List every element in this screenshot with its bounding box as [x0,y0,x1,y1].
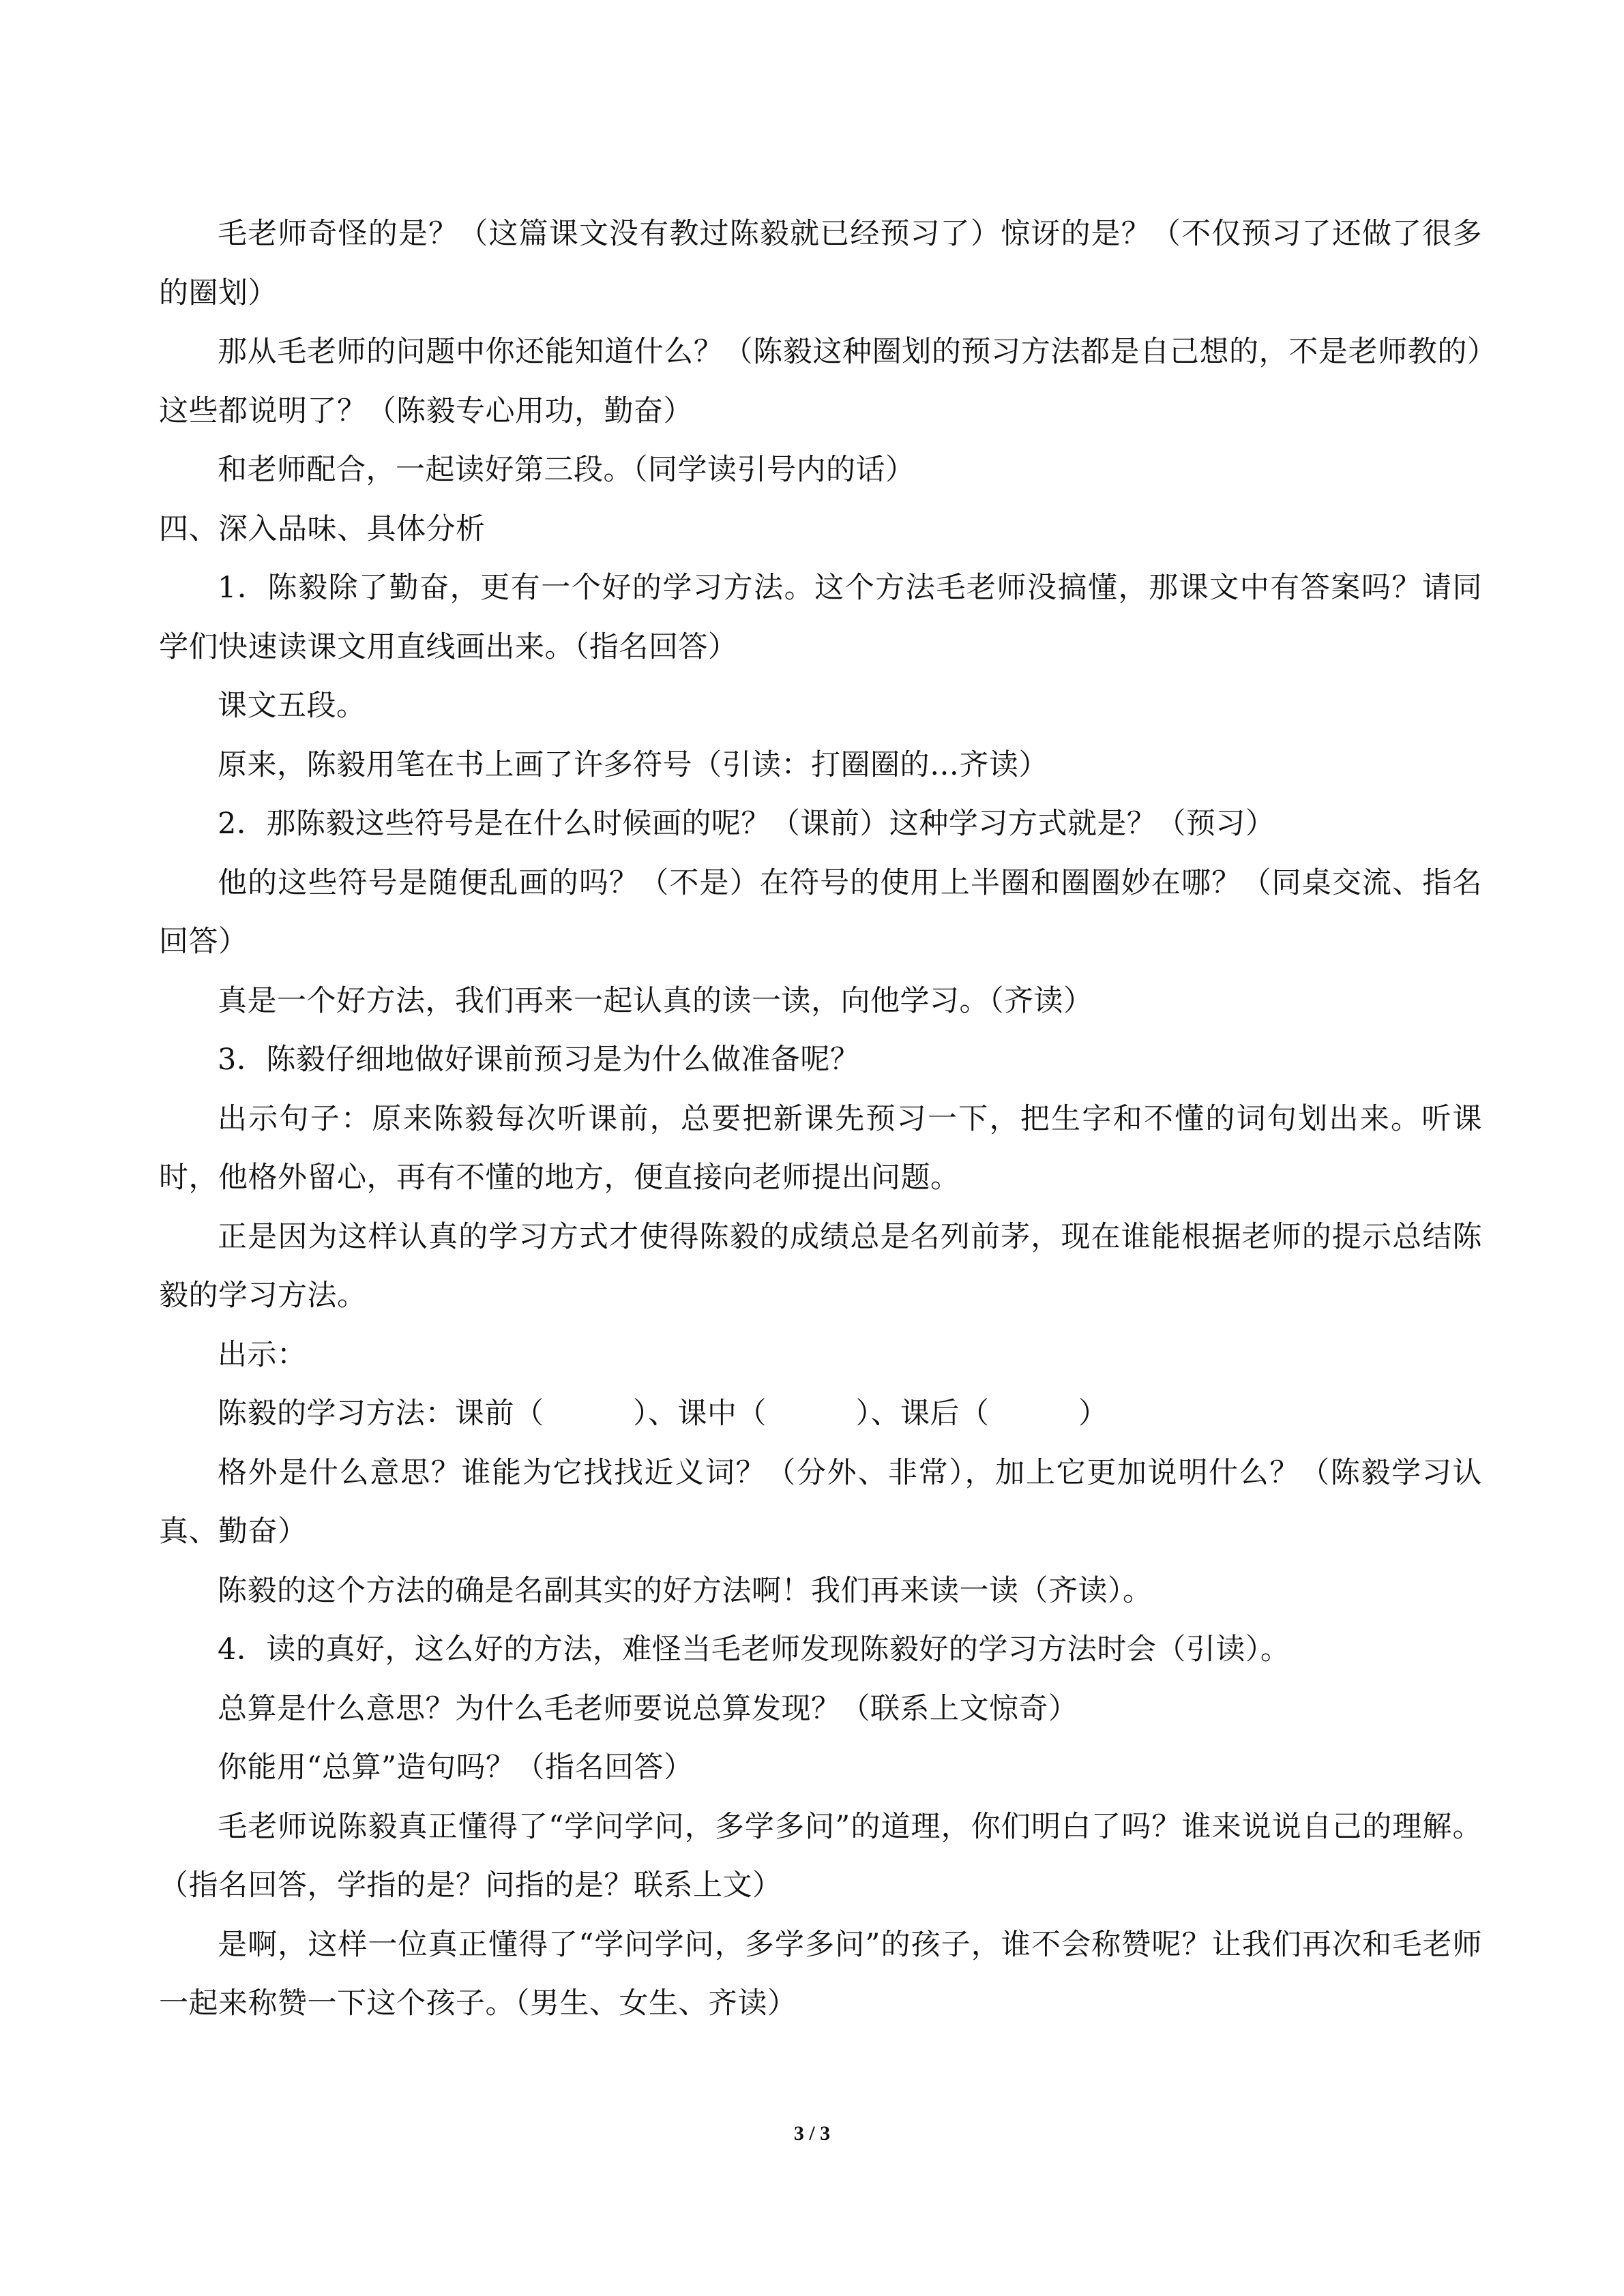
paragraph-17: 陈毅的这个方法的确是名副其实的好方法啊！我们再来读一读（齐读）。 [218,1573,1153,1608]
paragraph-15: 陈毅的学习方法：课前（ ）、课中（ ）、课后（ ） [218,1397,1108,1431]
paragraph-21: 毛老师说陈毅真正懂得了“学问学问，多学多问”的道理，你们明白了吗？谁来说说自己的理解。（指名回答，学指的是？问指的是？联系上文） [159,1809,1482,1903]
paragraph-8: 2．那陈毅这些符号是在什么时候画的呢？（课前）这种学习方式就是？（预习） [218,807,1275,841]
paragraph-1: 毛老师奇怪的是？（这篇课文没有教过陈毅就已经预习了）惊讶的是？（不仅预习了还做了很多的圈划） [159,217,1482,310]
paragraph-9: 他的这些符号是随便乱画的吗？（不是）在符号的使用上半圈和圈圈妙在哪？（同桌交流、指名回答） [159,865,1482,959]
paragraph-18: 4．读的真好，这么好的方法，难怪当毛老师发现陈毅好的学习方法时会（引读）。 [218,1632,1290,1667]
paragraph-6: 课文五段。 [218,689,366,723]
paragraph-19: 总算是什么意思？为什么毛老师要说总算发现？（联系上文惊奇） [218,1691,1078,1726]
paragraph-22: 是啊，这样一位真正懂得了“学问学问，多学多问”的孩子，谁不会称赞呢？让我们再次和毛老师一起来称赞一下这个孩子。（男生、女生、齐读） [159,1927,1482,2021]
paragraph-12: 出示句子：原来陈毅每次听课前，总要把新课先预习一下，把生字和不懂的词句划出来。听课时，他格外留心，再有不懂的地方，便直接向老师提出问题。 [159,1101,1482,1195]
paragraph-16: 格外是什么意思？谁能为它找找近义词？（分外、非常），加上它更加说明什么？（陈毅学习认真、勤奋） [159,1455,1482,1549]
paragraph-20: 你能用“总算”造句吗？（指名回答） [218,1750,694,1785]
page-number: 3 / 3 [793,2122,831,2145]
paragraph-5: 1．陈毅除了勤奋，更有一个好的学习方法。这个方法毛老师没搞懂，那课文中有答案吗？请同学们快速读课文用直线画出来。（指名回答） [159,571,1482,664]
paragraph-13: 正是因为这样认真的学习方式才使得陈毅的成绩总是名列前茅，现在谁能根据老师的提示总结陈毅的学习方法。 [159,1219,1482,1313]
paragraph-11: 3．陈毅仔细地做好课前预习是为什么做准备呢？ [218,1043,860,1077]
paragraph-14: 出示： [218,1337,307,1372]
paragraph-10: 真是一个好方法，我们再来一起认真的读一读，向他学习。（齐读） [218,983,1093,1018]
document-body [159,205,1482,2033]
paragraph-7: 原来，陈毅用笔在书上画了许多符号（引读：打圈圈的…齐读） [218,747,1048,782]
section-heading: 四、深入品味、具体分析 [159,511,486,546]
paragraph-3: 和老师配合，一起读好第三段。（同学读引号内的话） [218,453,915,487]
paragraph-2: 那从毛老师的问题中你还能知道什么？（陈毅这种圈划的预习方法都是自己想的，不是老师教的）这些都说明了？（陈毅专心用功，勤奋） [159,335,1482,428]
